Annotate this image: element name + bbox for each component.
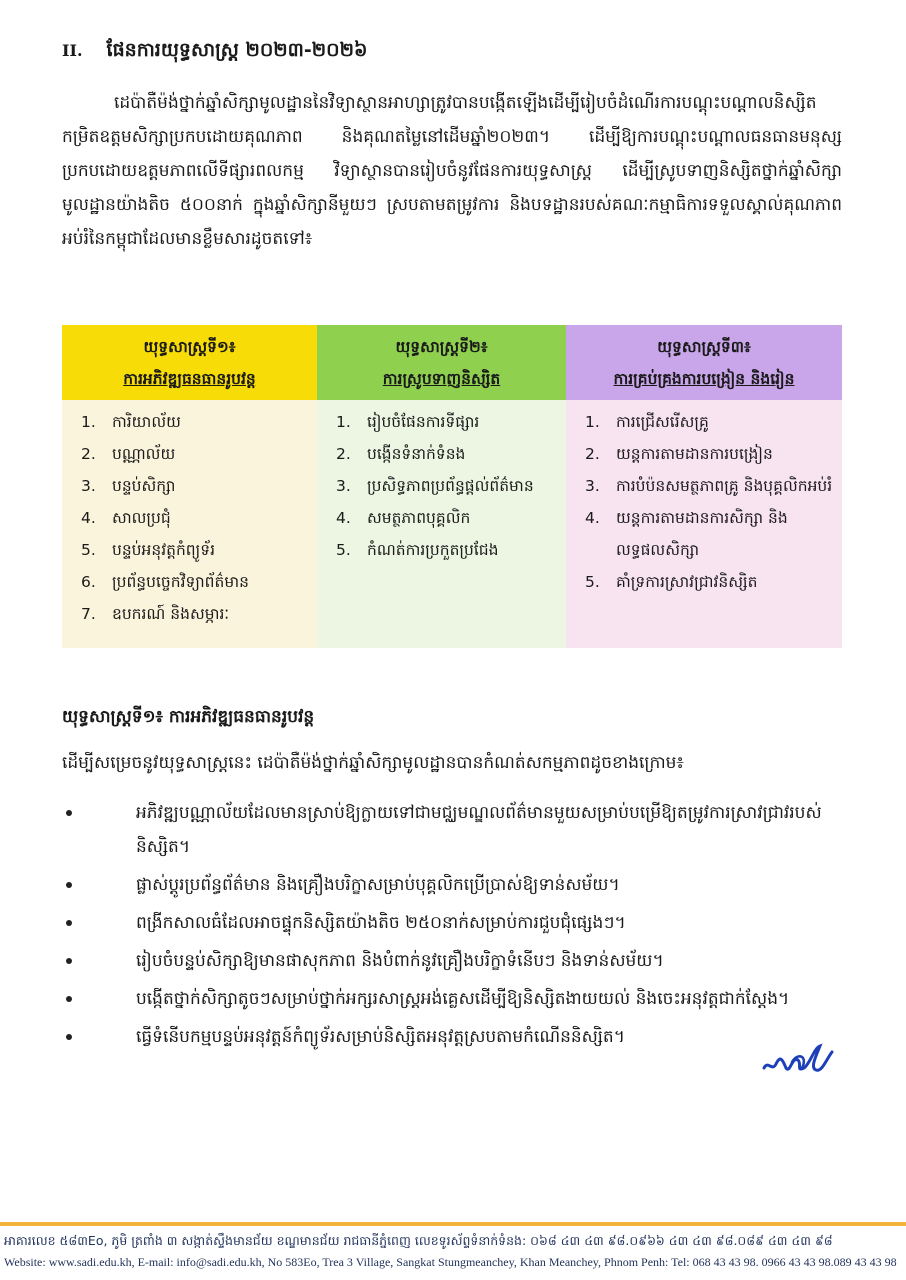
item-number: 5. <box>585 573 600 591</box>
list-item <box>317 438 566 470</box>
item-text: ការបំប៉នសមត្ថភាពគ្រូ និងបុគ្គលិកអប់រំ <box>616 477 833 495</box>
strategy-3-list <box>566 400 842 648</box>
strategy-1-list <box>62 400 317 648</box>
bullet-text: ធ្វើទំនើបកម្មបន្ទប់អនុវត្តន៍កំព្យូទ័រសម្រាប់និស្សិតអនុវត្តស្របតាមកំណើននិស្សិត។ <box>136 1027 625 1047</box>
strategy-2-header <box>317 325 566 400</box>
footer-address-khmer: អាគារលេខ ៥៨៣Eo, ភូមិ ត្រពាំង ៣ សង្កាត់ស្ទឹងមានជ័យ ខណ្ឌមានជ័យ រាជធានីភ្នំពេញ លេខទូរស័ព្ទទំនាក់ទំនង: ០៦៨ ៤៣ ៤៣ ៩៨.០៩៦៦ ៤៣ ៤៣ ៩៨.០៨៩ ៤៣ ៤៣ ៩៨ <box>4 1233 833 1248</box>
item-text: ប្រសិទ្ធភាពប្រព័ន្ធផ្តល់ព័ត៌មាន <box>367 477 534 495</box>
item-text: បង្កើនទំនាក់ទំនង <box>367 445 466 463</box>
item-number: 1. <box>81 413 96 431</box>
item-number: 1. <box>585 413 600 431</box>
item-number: 4. <box>81 509 96 527</box>
strategy-3-title: ការគ្រប់គ្រងការបង្រៀន និងរៀន <box>613 369 795 388</box>
list-item <box>62 502 317 534</box>
list-item <box>566 566 842 598</box>
item-text: គាំទ្រការស្រាវជ្រាវនិស្សិត <box>616 573 758 591</box>
item-text: សមត្ថភាពបុគ្គលិក <box>367 509 471 527</box>
list-item <box>566 438 842 470</box>
bullet-icon <box>66 810 72 816</box>
bullet-icon <box>66 996 72 1002</box>
strategy-1-number: យុទ្ធសាស្ត្រទី១៖ <box>143 337 236 356</box>
item-number: 5. <box>81 541 96 559</box>
list-item <box>62 438 317 470</box>
strategy-table <box>62 325 842 648</box>
item-text: បន្ទប់អនុវត្តកំព្យូទ័រ <box>112 541 216 559</box>
bullet-icon <box>66 958 72 964</box>
bullet-text: ពង្រីកសាលធំដែលអាចផ្ទុកនិស្សិតយ៉ាងតិច ២៥០នាក់សម្រាប់ការជួបជុំផ្សេងៗ។ <box>136 913 626 933</box>
list-item <box>62 534 317 566</box>
bullet-icon <box>66 882 72 888</box>
bullet-text: អភិវឌ្ឍបណ្ណាល័យដែលមានស្រាប់ឱ្យក្លាយទៅជាមជ្ឈមណ្ឌលព័ត៌មានមួយសម្រាប់បម្រើឱ្យតម្រូវការស្រាវជ្រាវរបស់និស្សិត។ <box>136 803 822 857</box>
list-item <box>62 470 317 502</box>
item-text: ឧបករណ៍ និងសម្ភារៈ <box>112 605 230 623</box>
list-item <box>62 944 842 978</box>
item-number: 3. <box>81 477 96 495</box>
strategy-2-list <box>317 400 566 648</box>
strategy-1-actions <box>62 796 842 1058</box>
list-item <box>62 868 842 902</box>
item-number: 2. <box>81 445 96 463</box>
strategy-3-number: យុទ្ធសាស្ត្រទី៣៖ <box>657 337 751 356</box>
item-text: យន្តការតាមដានការបង្រៀន <box>616 445 773 463</box>
section-title: ផែនការយុទ្ធសាស្ត្រ ២០២៣-២០២៦ <box>106 39 368 61</box>
item-number: 7. <box>81 605 96 623</box>
bullet-text: រៀបចំបន្ទប់សិក្សាឱ្យមានផាសុកភាព និងបំពាក់នូវគ្រឿងបរិក្ខាទំនើបៗ និងទាន់សម័យ។ <box>136 951 664 971</box>
list-item <box>62 906 842 940</box>
list-item <box>62 406 317 438</box>
footer-address-english: Website: www.sadi.edu.kh, E-mail: info@sadi.edu.kh, No 583Eo, Trea 3 Village, Sangkat Stungmeanchey, Khan Meanchey, Phnom Penh: Tel: 068 43 43 98. 0966 43 43 98.089 43 43 98 <box>4 1255 897 1269</box>
list-item <box>62 566 317 598</box>
list-item <box>317 470 566 502</box>
list-item <box>62 982 842 1016</box>
item-text: បន្ទប់សិក្សា <box>112 477 176 495</box>
strategy-1-intro: ដើម្បីសម្រេចនូវយុទ្ធសាស្ត្រនេះ ដេប៉ាតឺម៉ង់ថ្នាក់ឆ្នាំសិក្សាមូលដ្ឋានបានកំណត់សកម្មភាពដូចខាងក្រោម៖ <box>62 753 684 773</box>
list-item <box>62 598 317 630</box>
intro-paragraph: ដេប៉ាតឺម៉ង់ថ្នាក់ឆ្នាំសិក្សាមូលដ្ឋាននៃវិទ្យាស្ថានអាហ្សាត្រូវបានបង្កើតឡើងដើម្បីរៀបចំដំណើរការបណ្តុះបណ្តាលនិស្សិតកម្រិតឧត្តមសិក្សាប្រកបដោយគុណភាព និងគុណតម្លៃនៅដើមឆ្នាំ២០២៣។ ដើម្បីឱ្យការបណ្តុះបណ្តាលធនធានមនុស្សប្រកបដោយឧត្តមភាពលើទីផ្សារពលកម្ម វិទ្យាស្ថានបានរៀបចំនូវផែនការយុទ្ធសាស្ត្រ ដើម្បីស្រូបទាញនិស្សិតថ្នាក់ឆ្នាំសិក្សាមូលដ្ឋានយ៉ាងតិច ៥០០នាក់ ក្នុងឆ្នាំសិក្សានីមួយៗ ស្របតាមតម្រូវការ និងបទដ្ឋានរបស់គណៈកម្មាធិការទទួលស្គាល់គុណភាពអប់រំនៃកម្ពុជាដែលមានខ្លឹមសារដូចតទៅ៖ <box>62 93 842 249</box>
list-item <box>566 502 842 566</box>
item-number: 3. <box>336 477 351 495</box>
item-text: ការជ្រើសរើសគ្រូ <box>616 413 709 431</box>
strategy-2-number: យុទ្ធសាស្ត្រទី២៖ <box>395 337 488 356</box>
list-item <box>566 406 842 438</box>
strategy-1-header <box>62 325 317 400</box>
item-text: រៀបចំផែនការទីផ្សារ <box>367 413 480 431</box>
list-item <box>62 796 842 864</box>
item-number: 5. <box>336 541 351 559</box>
item-number: 6. <box>81 573 96 591</box>
list-item <box>62 1020 842 1054</box>
item-number: 4. <box>585 509 600 527</box>
item-number: 2. <box>336 445 351 463</box>
item-number: 3. <box>585 477 600 495</box>
item-number: 2. <box>585 445 600 463</box>
section-heading <box>62 38 367 66</box>
handwritten-signature-icon <box>762 1038 834 1078</box>
item-text: បណ្ណាល័យ <box>112 445 176 463</box>
item-text: កំណត់ការប្រកួតប្រជែង <box>367 541 499 559</box>
item-number: 1. <box>336 413 351 431</box>
list-item <box>317 534 566 566</box>
section-number: II. <box>62 41 83 60</box>
strategy-1-title: ការអភិវឌ្ឍធនធានរូបវន្ត <box>123 369 256 388</box>
item-number: 4. <box>336 509 351 527</box>
bullet-icon <box>66 1034 72 1040</box>
item-text: យន្តការតាមដានការសិក្សា និងលទ្ធផលសិក្សា <box>616 509 788 559</box>
list-item <box>566 470 842 502</box>
item-text: សាលប្រជុំ <box>112 509 171 527</box>
strategy-1-heading: យុទ្ធសាស្ត្រទី១៖ ការអភិវឌ្ឍធនធានរូបវន្ត <box>62 707 315 727</box>
list-item <box>317 406 566 438</box>
footer-divider <box>0 1222 906 1226</box>
bullet-text: ផ្លាស់ប្តូរប្រព័ន្ធព័ត៌មាន និងគ្រឿងបរិក្ខាសម្រាប់បុគ្គលិកប្រើប្រាស់ឱ្យទាន់សម័យ។ <box>136 875 620 895</box>
bullet-icon <box>66 920 72 926</box>
bullet-text: បង្កើតថ្នាក់សិក្សាតូចៗសម្រាប់ថ្នាក់អក្សរសាស្ត្រអង់គ្លេសដើម្បីឱ្យនិស្សិតងាយយល់ និងចេះអនុវត្តជាក់ស្តែង។ <box>136 989 790 1009</box>
list-item <box>317 502 566 534</box>
strategy-3-header <box>566 325 842 400</box>
item-text: ប្រព័ន្ធបច្ចេកវិទ្យាព័ត៌មាន <box>112 573 249 591</box>
strategy-2-title: ការស្រូបទាញនិស្សិត <box>382 369 501 388</box>
item-text: ការិយាល័យ <box>112 413 181 431</box>
